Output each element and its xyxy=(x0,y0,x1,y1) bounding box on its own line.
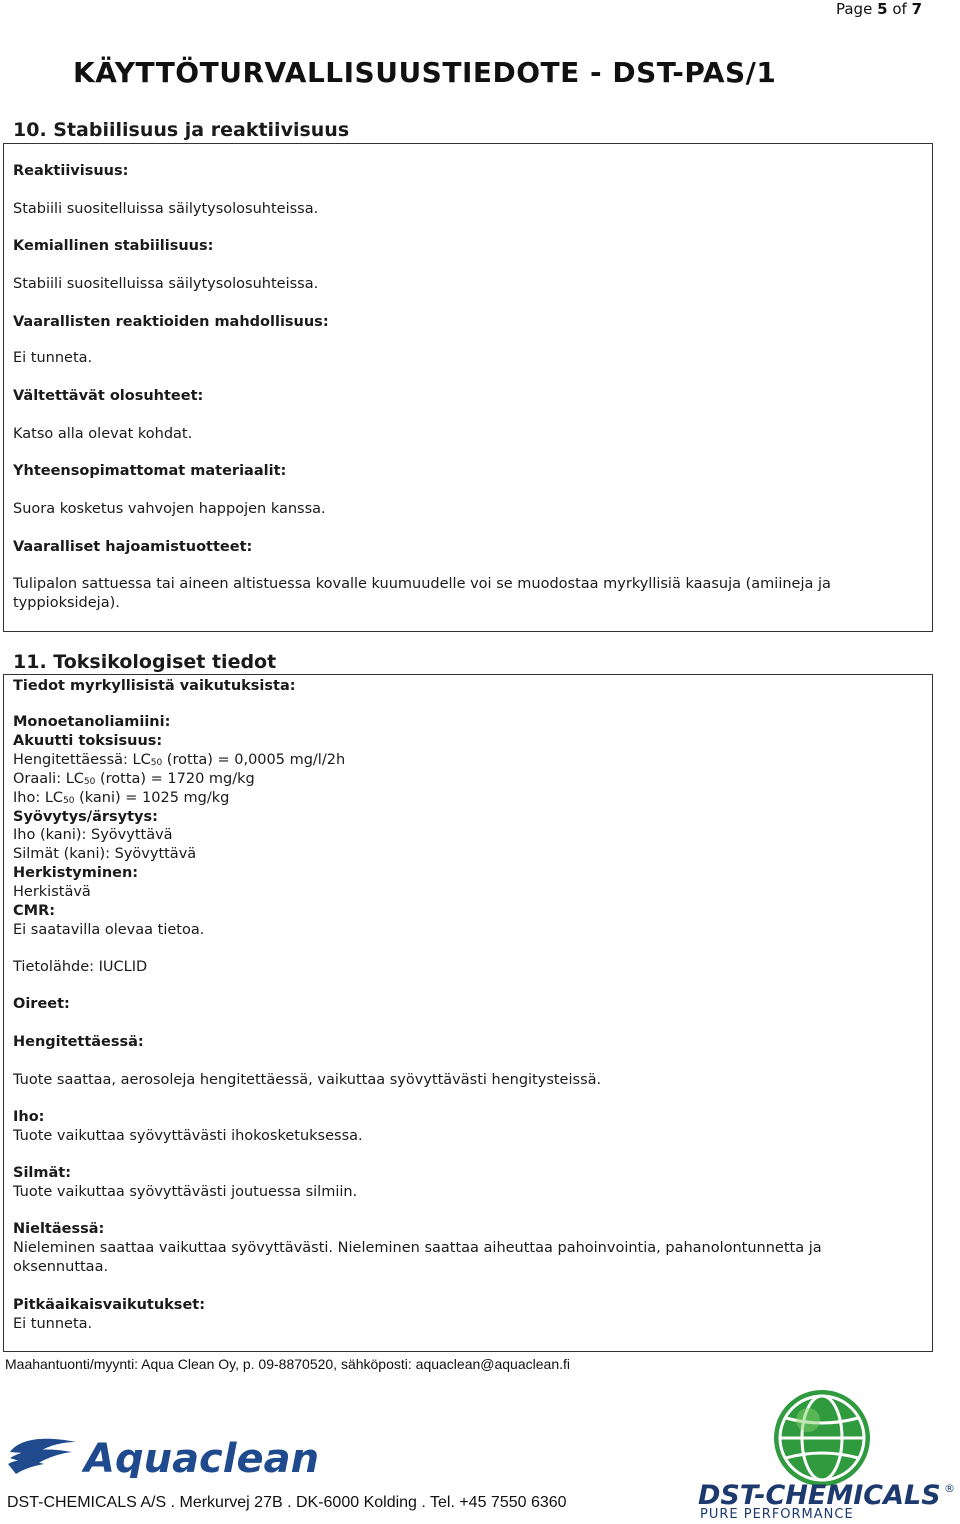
eyes-text: Tuote vaikuttaa syövyttävästi joutuessa silmiin. xyxy=(13,1184,358,1200)
long-term-label: Pitkäaikaisvaikutukset: xyxy=(13,1297,206,1313)
acute-inhalation: Hengitettäessä: $LC_{50}$ (rotta) = 0,0005 mg/l/2h xyxy=(13,752,346,768)
acute-toxicity-label: Akuutti toksisuus: xyxy=(13,733,163,749)
cmr-text: Ei saatavilla olevaa tietoa. xyxy=(13,922,205,938)
section-11-box-top xyxy=(318,674,933,675)
eyes-label: Silmät: xyxy=(13,1165,72,1181)
incompatible-materials-label: Yhteensopimattomat materiaalit: xyxy=(13,463,287,479)
aquaclean-logo xyxy=(6,1432,356,1482)
section-11-heading: 11. Toksikologiset tiedot xyxy=(13,651,277,673)
decomposition-products-text: Tulipalon sattuessa tai aineen altistuessa kovalle kuumuudelle voi se muodostaa myrkyllisiä kaasuja (amiineja ja typpioksideja). xyxy=(13,576,831,611)
skin-text: Tuote vaikuttaa syövyttävästi ihokosketuksessa. xyxy=(13,1128,363,1144)
page-current: 5 xyxy=(877,0,888,18)
page-total: 7 xyxy=(911,0,922,18)
toxic-effects-heading: Tiedot myrkyllisistä vaikutuksista: xyxy=(13,678,296,694)
aquaclean-wave-icon xyxy=(8,1439,76,1474)
sensitization-label: Herkistyminen: xyxy=(13,865,139,881)
corrosion-eyes: Silmät (kani): Syövyttävä xyxy=(13,846,197,862)
reactivity-label: Reaktiivisuus: xyxy=(13,163,129,179)
dst-logo-text: DST-CHEMICALS xyxy=(698,1480,941,1511)
dst-tagline: PURE PERFORMANCE xyxy=(700,1507,854,1520)
chemical-stability-text: Stabiili suositelluissa säilytysolosuhteissa. xyxy=(13,276,319,292)
decomposition-products-label: Vaaralliset hajoamistuotteet: xyxy=(13,539,253,555)
inhalation-label: Hengitettäessä: xyxy=(13,1034,144,1050)
symptoms-label: Oireet: xyxy=(13,996,70,1012)
long-term-text: Ei tunneta. xyxy=(13,1316,93,1332)
reactivity-text: Stabiili suositelluissa säilytysolosuhteissa. xyxy=(13,201,319,217)
dst-registered-mark: ® xyxy=(944,1482,955,1495)
cmr-label: CMR: xyxy=(13,903,56,919)
aquaclean-logo-text: Aquaclean xyxy=(84,1436,320,1478)
skin-label: Iho: xyxy=(13,1109,45,1125)
conditions-to-avoid-text: Katso alla olevat kohdat. xyxy=(13,426,193,442)
chemical-stability-label: Kemiallinen stabiilisuus: xyxy=(13,238,214,254)
incompatible-materials-text: Suora kosketus vahvojen happojen kanssa. xyxy=(13,501,326,517)
section-10-heading: 10. Stabiilisuus ja reaktiivisuus xyxy=(13,119,350,141)
dst-chemicals-logo xyxy=(696,1384,958,1524)
acute-dermal: Iho: $LC_{50}$ (kani) = 1025 mg/kg xyxy=(13,790,230,806)
corrosion-label: Syövytys/ärsytys: xyxy=(13,809,158,825)
page-number xyxy=(836,0,922,18)
sensitization-text: Herkistävä xyxy=(13,884,91,900)
page-prefix: Page xyxy=(835,0,873,18)
swallow-text: Nieleminen saattaa vaikuttaa syövyttävästi. Nieleminen saattaa aiheuttaa pahoinvointia, pahanolontunnetta ja oksennuttaa. xyxy=(13,1240,822,1275)
substance-name: Monoetanoliamiini: xyxy=(13,714,171,730)
data-source: Tietolähde: IUCLID xyxy=(13,959,148,975)
document-title: KÄYTTÖTURVALLISUUSTIEDOTE - DST-PAS/1 xyxy=(73,56,777,89)
conditions-to-avoid-label: Vältettävät olosuhteet: xyxy=(13,388,204,404)
hazardous-reactions-text: Ei tunneta. xyxy=(13,350,93,366)
inhalation-text: Tuote saattaa, aerosoleja hengitettäessä, vaikuttaa syövyttävästi hengitysteissä. xyxy=(13,1072,602,1088)
acute-oral: Oraali: $LC_{50}$ (rotta) = 1720 mg/kg xyxy=(13,771,255,787)
importer-info: Maahantuonti/myynti: Aqua Clean Oy, p. 09-8870520, sähköposti: aquaclean@aquaclean.fi xyxy=(5,1356,570,1372)
company-address: DST-CHEMICALS A/S . Merkurvej 27B . DK-6000 Kolding . Tel. +45 7550 6360 xyxy=(7,1494,567,1511)
swallow-label: Nieltäessä: xyxy=(13,1221,105,1237)
dst-globe-icon xyxy=(774,1390,870,1486)
hazardous-reactions-label: Vaarallisten reaktioiden mahdollisuus: xyxy=(13,314,329,330)
page-of: of xyxy=(892,0,907,18)
corrosion-skin: Iho (kani): Syövyttävä xyxy=(13,827,173,843)
